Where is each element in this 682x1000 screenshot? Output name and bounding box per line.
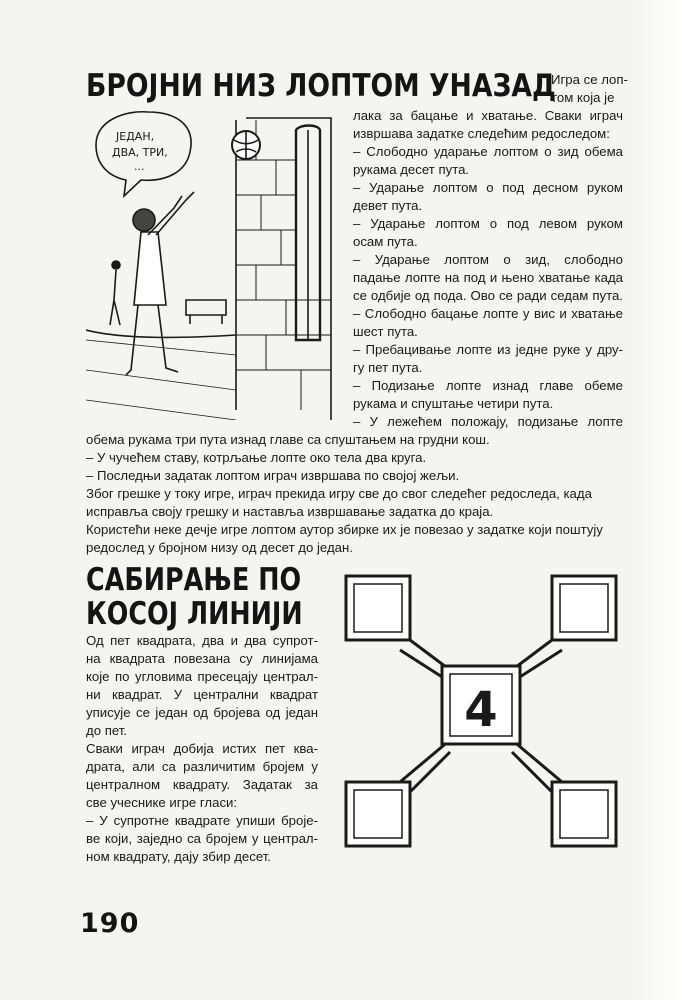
- speech-text-1: ЈЕДАН,: [116, 130, 155, 143]
- text-line: шест пута.: [353, 324, 418, 339]
- text-line: – Слободно бацање лопте у вис и хватање: [353, 306, 623, 321]
- speech-text-3: ...: [134, 160, 145, 173]
- text-line: падање лопте на под и њено хватање када: [353, 270, 623, 285]
- text-line: осам пута.: [353, 234, 418, 249]
- text-line: све учеснике игре гласи:: [86, 795, 238, 810]
- text-line: које по угловима пресецају централ-: [86, 669, 318, 684]
- text-line: рукама десет пута.: [353, 162, 470, 177]
- text-line: централном квадрату. Задатак за: [86, 777, 318, 792]
- text-line: ве који, заједно са бројем у централ-: [86, 831, 318, 846]
- text-line: Због грешке у току игре, играч прекида игру све до свог следећег редоследа, када: [86, 486, 592, 501]
- text-line: драта, али са различитим бројем у: [86, 759, 318, 774]
- boy-playing-ball-illustration: [86, 100, 346, 420]
- text-line: девет пута.: [353, 198, 423, 213]
- text-line: – У супротне квадрате упиши броје-: [86, 813, 318, 828]
- text-line: – Последњи задатак лоптом играч извршава по својој жељи.: [86, 468, 460, 483]
- text-line: том која је: [551, 90, 615, 105]
- text-line: Игра се лоп-: [551, 72, 628, 87]
- text-line: – Ударање лоптом о под десном руком: [353, 180, 623, 195]
- page-edge-shadow: [636, 0, 682, 1000]
- text-line: Од пет квадрата, два и два супрот-: [86, 633, 318, 648]
- text-line: – Пребацивање лопте из једне руке у дру-: [353, 342, 623, 357]
- text-line: – У чучећем ставу, котрљање лопте око тела два круга.: [86, 450, 427, 465]
- section-title-line-2: КОСОЈ ЛИНИЈИ: [86, 596, 303, 632]
- text-line: извршава задатке следећим редоследом:: [353, 126, 610, 141]
- text-line: уписује се један од бројева од један: [86, 705, 318, 720]
- text-line: лака за бацање и хватање. Сваки играч: [353, 108, 623, 123]
- text-line: рукама и спуштање четири пута.: [353, 396, 554, 411]
- text-line: – Ударање лоптом о под левом руком: [353, 216, 623, 231]
- center-number: 4: [464, 682, 498, 738]
- section-title-number-series: БРОЈНИ НИЗ ЛОПТОМ УНАЗАД: [86, 68, 556, 104]
- text-line: Користећи неке дечје игре лоптом аутор збирке их је повезао у задатке који поштују: [86, 522, 603, 537]
- text-line: – Слободно ударање лоптом о зид обема: [353, 144, 623, 159]
- text-line: – Подизање лопте изнад главе обеме: [353, 378, 623, 393]
- text-line: исправља своју грешку и наставља извршавање задатка до краја.: [86, 504, 494, 519]
- text-line: Сваки играч добија истих пет ква-: [86, 741, 318, 756]
- page-number: 190: [80, 908, 140, 939]
- text-line: гу пет пута.: [353, 360, 423, 375]
- five-squares-diagram: [340, 570, 622, 862]
- text-line: до пет.: [86, 723, 127, 738]
- text-line: обема рукама три пута изнад главе са спуштањем на грудни кош.: [86, 432, 490, 447]
- section-title-line-1: САБИРАЊЕ ПО: [86, 562, 302, 598]
- text-line: редослед у бројном низу од десет до један.: [86, 540, 353, 555]
- text-line: ном квадрату, дају збир десет.: [86, 849, 271, 864]
- text-line: – Ударање лоптом о зид, слободно: [353, 252, 623, 267]
- text-line: се одбије од пода. Ово се ради седам пута.: [353, 288, 623, 303]
- text-line: на квадрата повезана су линијама: [86, 651, 318, 666]
- speech-text-2: ДВА, ТРИ,: [112, 146, 168, 159]
- text-line: – У лежећем положају, подизање лопте: [353, 414, 623, 429]
- text-line: ни квадрат. У централни квадрат: [86, 687, 318, 702]
